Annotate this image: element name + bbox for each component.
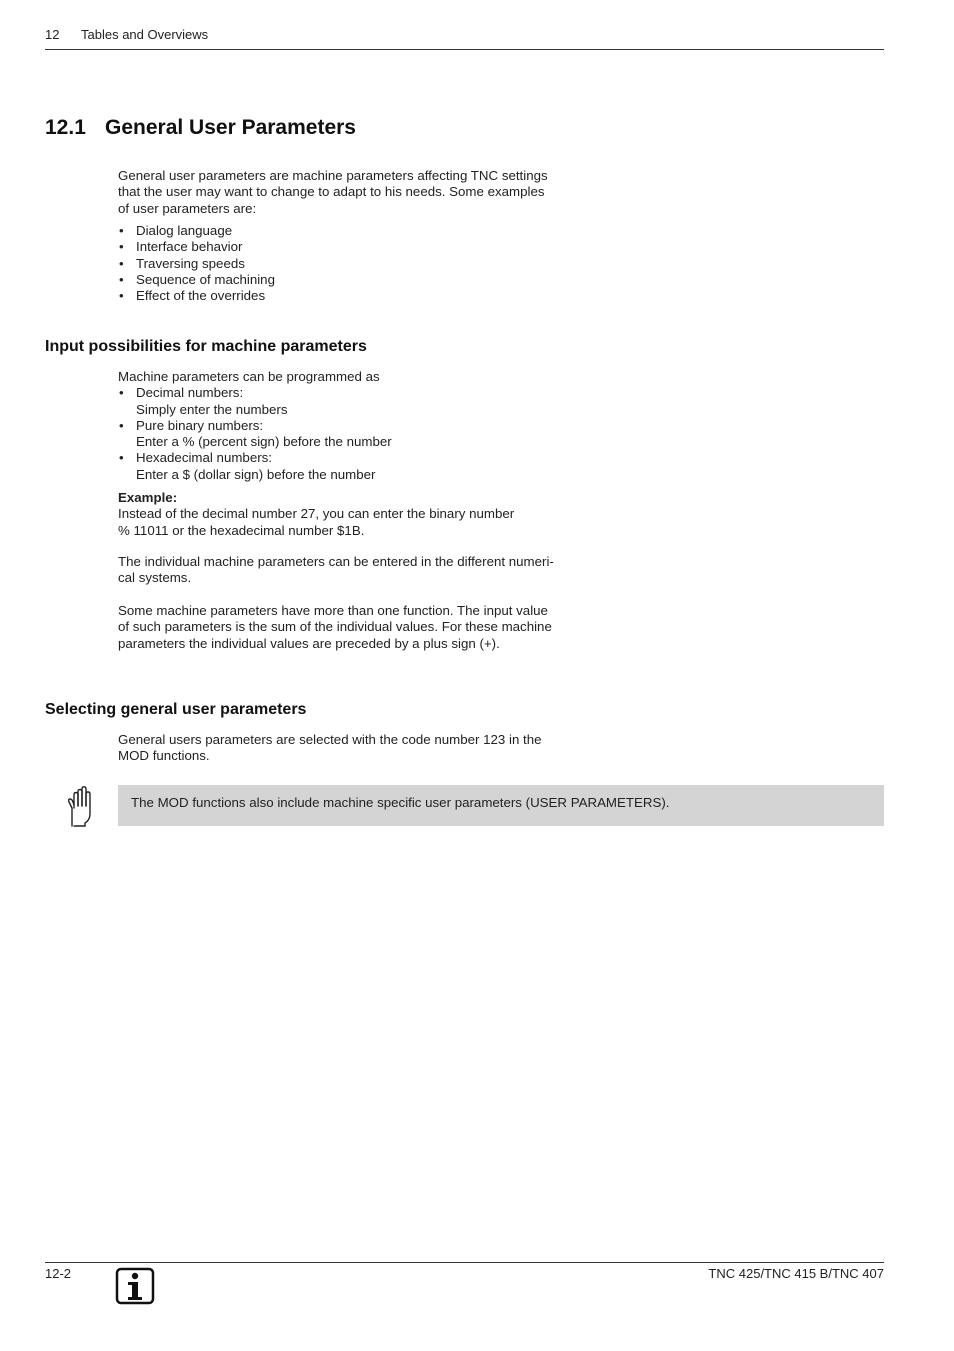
list-item [118, 418, 608, 451]
input-possibilities-body [118, 369, 608, 483]
chapter-number: 12 [45, 27, 60, 42]
text-line: that the user may want to change to adapt to his needs. Some examples [118, 184, 545, 200]
list-item: • Effect of the overrides [118, 288, 608, 304]
text-line: Machine parameters can be programmed as [118, 369, 380, 384]
list-item: • Dialog language [118, 223, 608, 239]
text-line: Instead of the decimal number 27, you can enter the binary number [118, 506, 515, 522]
section-title-text: General User Parameters [105, 116, 356, 139]
intro-paragraph [118, 168, 608, 217]
selecting-heading: Selecting general user parameters [45, 701, 307, 718]
text-line: % 11011 or the hexadecimal number $1B. [118, 522, 365, 538]
info-icon [115, 1267, 155, 1305]
example-label: Example: [118, 490, 178, 505]
input-possibilities-heading: Input possibilities for machine parameters [45, 338, 367, 355]
list-item [118, 450, 608, 483]
chapter-title: Tables and Overviews [81, 27, 209, 42]
selecting-paragraph [118, 732, 608, 765]
item-detail: Enter a $ (dollar sign) before the number [136, 466, 376, 482]
page-number: 12-2 [45, 1266, 72, 1281]
item-detail: Enter a % (percent sign) before the number [136, 434, 392, 450]
section-number: 12.1 [45, 116, 86, 139]
examples-list [118, 223, 608, 304]
example-block [118, 490, 608, 539]
running-header [45, 27, 208, 42]
footer-rule [45, 1262, 884, 1263]
text-line: cal systems. [118, 570, 192, 586]
note-box [118, 785, 884, 826]
multi-function-paragraph [118, 603, 608, 652]
list-item [118, 385, 608, 418]
list-item: • Interface behavior [118, 239, 608, 255]
text-line: parameters the individual values are preceded by a plus sign (+). [118, 635, 500, 651]
list-item: • Traversing speeds [118, 256, 608, 272]
text-line: MOD functions. [118, 748, 210, 764]
item-label: • Hexadecimal numbers: [136, 450, 272, 466]
item-label: • Pure binary numbers: [136, 417, 264, 433]
text-line: of user parameters are: [118, 200, 257, 216]
text-line: General user parameters are machine parameters affecting TNC settings [118, 168, 548, 183]
text-line: General users parameters are selected with the code number 123 in the [118, 732, 542, 747]
header-rule [45, 49, 884, 50]
product-name: TNC 425/TNC 415 B/TNC 407 [708, 1266, 884, 1281]
text-line: Some machine parameters have more than one function. The input value [118, 603, 548, 618]
numeric-systems-paragraph [118, 554, 608, 587]
item-detail: Simply enter the numbers [136, 401, 288, 417]
item-label: • Decimal numbers: [136, 385, 244, 401]
list-item: • Sequence of machining [118, 272, 608, 288]
hand-icon [64, 786, 96, 828]
text-line: The individual machine parameters can be entered in the different numeri- [118, 554, 554, 569]
section-title [45, 116, 356, 140]
note-text: The MOD functions also include machine specific user parameters (USER PARAMETERS). [131, 795, 670, 810]
text-line: of such parameters is the sum of the individual values. For these machine [118, 619, 552, 635]
